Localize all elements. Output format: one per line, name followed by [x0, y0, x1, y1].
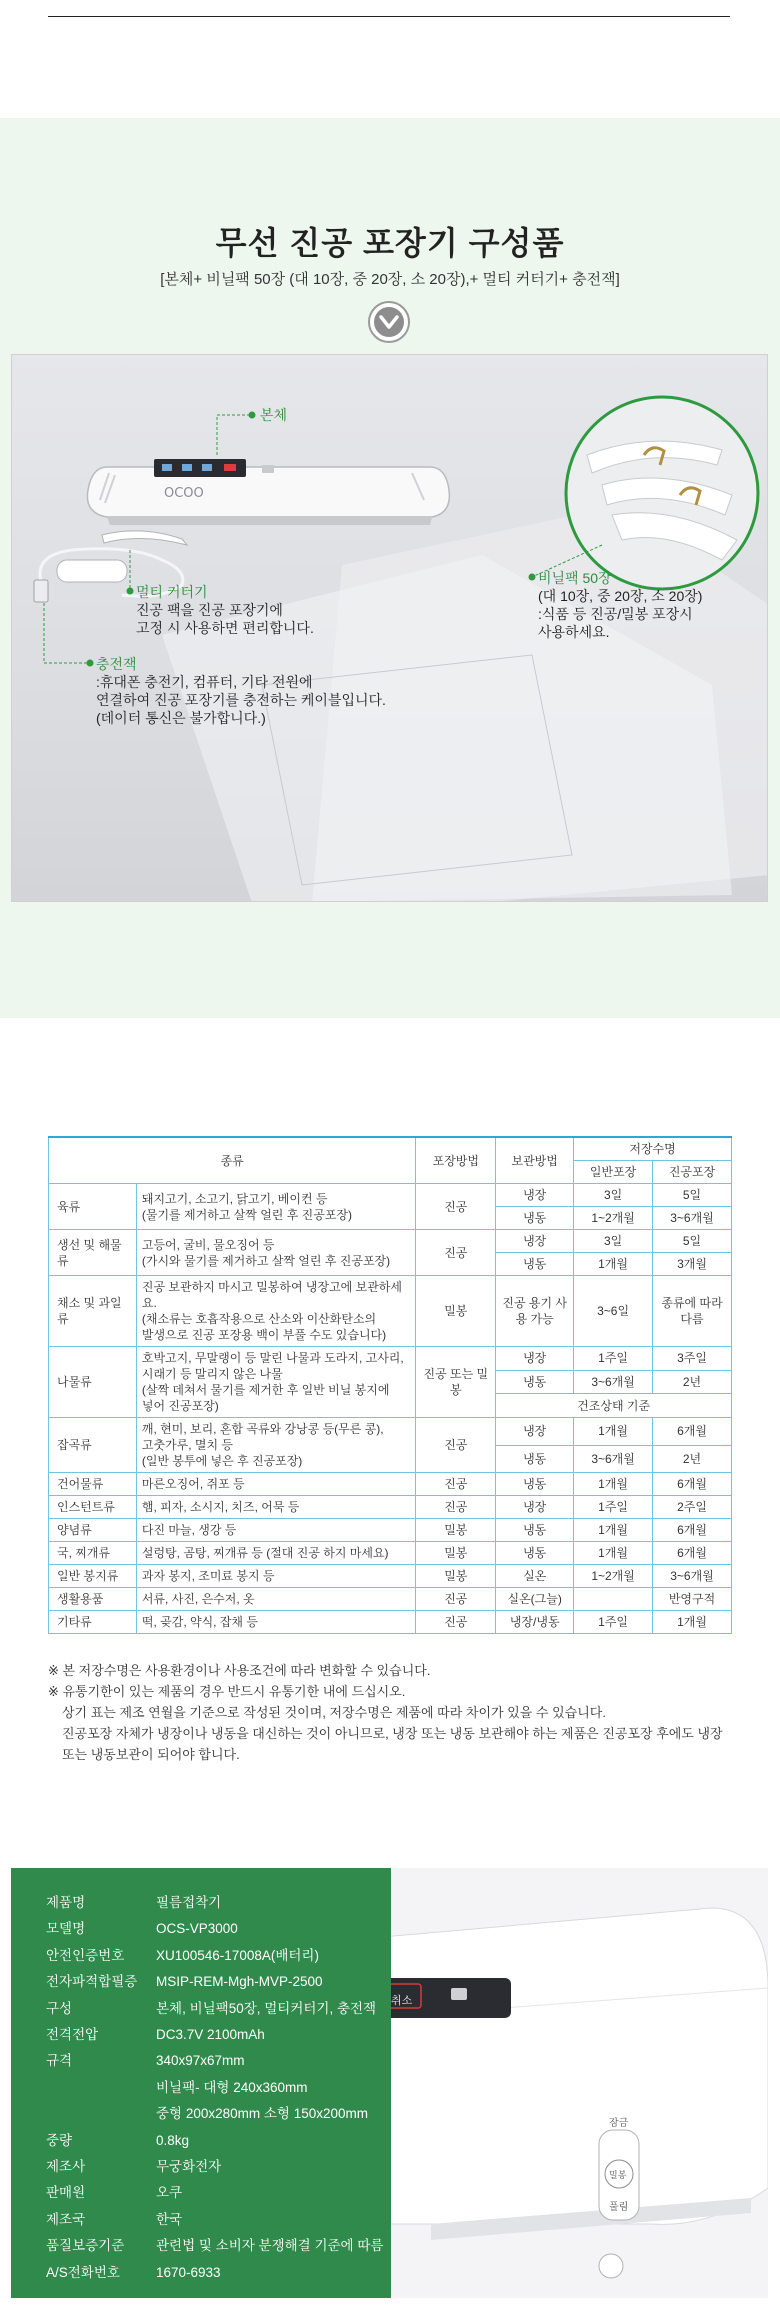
table-row: 육류 돼지고기, 소고기, 닭고기, 베이컨 등 (물기를 제거하고 살짝 얼린 후 진공포장) 진공 냉장 3일 5일: [49, 1184, 732, 1207]
dry-state-note: 건조상태 기준: [496, 1394, 732, 1418]
note-line: 또는 냉동보관이 되어야 합니다.: [62, 1747, 240, 1762]
lock-label: 잠금: [609, 2118, 629, 2129]
note-line: ※ 본 저장수명은 사용환경이나 사용조건에 따라 변화할 수 있습니다.: [48, 1663, 431, 1678]
spec-row: 제조사 무궁화전자: [46, 2159, 222, 2175]
table-row: 채소 및 과일류 진공 보관하지 마시고 밀봉하여 냉장고에 보관하세요. (채소류는 호흡작용으로 산소와 이산화탄소의 발생으로 진공 포장용 백이 부풀 수도 있습니다) 밀봉 진공 용기 사용 가능 3~6일 종류에 따라 다름: [49, 1276, 732, 1347]
table-row: 국, 찌개류 설렁탕, 곰탕, 찌개류 등 (절대 진공 하지 마세요) 밀봉 냉동 1개월 6개월: [49, 1542, 732, 1565]
table-row: 잡곡류 깨, 현미, 보리, 혼합 곡류와 강낭콩 등(무른 콩), 고춧가루, 멸치 등 (일반 봉투에 넣은 후 진공포장) 진공 냉장 1개월 6개월: [49, 1418, 732, 1446]
spec-row: 전격전압 DC3.7V 2100mAh: [46, 2027, 265, 2043]
components-section: [0, 118, 780, 1018]
note-line: ※ 유통기한이 있는 제품의 경우 반드시 유통기한 내에 드십시오.: [48, 1684, 406, 1699]
spec-row: 중형 200x280mm 소형 150x200mm: [156, 2106, 368, 2122]
components-title: 무선 진공 포장기 구성품: [215, 225, 565, 261]
table-row: 나물류 호박고지, 무말랭이 등 말린 나물과 도라지, 고사리, 시래기 등 말리지 않은 나물 (살짝 데쳐서 물기를 제거한 후 일반 비닐 봉지에 넣어 진공포장) 진공 또는 밀봉 냉장 1주일 3주일: [49, 1347, 732, 1371]
multi-cutter-name: 멀티 커터기: [136, 584, 208, 600]
charger-name: 충전잭: [96, 656, 137, 672]
table-row: 냉동 1~2개월 3~6개월: [49, 1207, 732, 1230]
table-row: 기타류 떡, 곶감, 약식, 잡채 등 진공 냉장/냉동 1주일 1개월: [49, 1611, 732, 1634]
spec-row: 모델명 OCS-VP3000: [46, 1921, 238, 1937]
table-row: 일반 봉지류 과자 봉지, 조미료 봉지 등 밀봉 실온 1~2개월 3~6개월: [49, 1565, 732, 1588]
spec-row: 품질보증기준 관련법 및 소비자 분쟁해결 기준에 따름: [46, 2238, 384, 2254]
label-vinyl: [538, 569, 702, 641]
storage-table-wrap: [48, 1136, 732, 1634]
label-charger: [96, 655, 386, 727]
note-line: 진공포장 자체가 냉장이나 냉동을 대신하는 것이 아니므로, 냉장 또는 냉동 보관해야 하는 제품은 진공포장 후에도 냉장: [62, 1726, 723, 1741]
spec-row: 중량 0.8kg: [46, 2132, 190, 2148]
device-logo: OCOO: [164, 486, 204, 501]
charger-desc-1: :휴대폰 충전기, 컴퓨터, 기타 전원에: [96, 674, 313, 690]
top-divider: [48, 16, 730, 17]
storage-notes: [48, 1660, 748, 1765]
storage-table: [48, 1136, 732, 1634]
spec-row: 제품명 필름접착기: [46, 1895, 222, 1910]
header-period: 저장수명: [574, 1137, 732, 1161]
spec-panel: [11, 1868, 391, 2298]
note-line: 상기 표는 제조 연월을 기준으로 작성된 것이며, 저장수명은 제품에 따라 차이가 있을 수 있습니다.: [62, 1705, 606, 1720]
table-row: 냉동 3~6개월 2년: [49, 1370, 732, 1394]
spec-row: 규격 340x97x67mm: [46, 2053, 245, 2069]
label-multi-cutter: [136, 583, 314, 637]
seal-label: 밀봉: [609, 2170, 627, 2180]
spec-row: 비닐팩- 대형 240x360mm: [156, 2079, 308, 2095]
spec-row: A/S전화번호 1670-6933: [46, 2264, 221, 2280]
label-body: 본체: [260, 407, 288, 423]
table-row: 건어물류 마른오징어, 쥐포 등 진공 냉동 1개월 6개월: [49, 1473, 732, 1496]
table-row: 인스턴트류 햄, 피자, 소시지, 치즈, 어묵 등 진공 냉장 1주일 2주일: [49, 1496, 732, 1519]
table-row: 양념류 다진 마늘, 생강 등 밀봉 냉동 1개월 6개월: [49, 1519, 732, 1542]
header-normal: 일반포장: [574, 1161, 653, 1184]
table-row: 생활용품 서류, 사진, 은수저, 옷 진공 실온(그늘) 반영구적: [49, 1588, 732, 1611]
spec-row: 구성 본체, 비닐팩50장, 멀티커터기, 충전잭: [46, 2000, 377, 2016]
multi-cutter-desc-2: 고정 시 사용하면 편리합니다.: [136, 620, 314, 636]
vinyl-desc-1: (대 10장, 중 20장, 소 20장): [538, 588, 703, 604]
components-photo: [11, 354, 768, 902]
vinyl-desc-3: 사용하세요.: [538, 624, 610, 640]
open-label: 풀림: [609, 2202, 629, 2213]
vinyl-desc-2: :식품 등 진공/밀봉 포장시: [538, 606, 693, 622]
multi-cutter-desc-1: 진공 팩을 진공 포장기에: [136, 602, 283, 618]
spec-row: 판매원 오쿠: [46, 2185, 183, 2201]
table-row: 생선 및 해물류 고등어, 굴비, 물오징어 등 (가시와 물기를 제거하고 살짝 얼린 후 진공포장) 진공 냉장 3일 5일: [49, 1230, 732, 1253]
components-subtitle: [본체+ 비닐팩 50장 (대 10장, 중 20장, 소 20장),+ 멀티 커터기+ 충전잭]: [160, 271, 620, 288]
charger-desc-2: 연결하여 진공 포장기를 충전하는 케이블입니다.: [96, 692, 386, 708]
header-keep: 보관방법: [496, 1137, 574, 1184]
table-row: 냉동 1개월 3개월: [49, 1253, 732, 1276]
cancel-button-label: 취소: [391, 1995, 413, 2007]
spec-row: 제조국 한국: [46, 2211, 183, 2227]
spec-row: 안전인증번호 XU100546-17008A(배터리): [46, 1947, 319, 1963]
vacuum-sealer-device: [87, 459, 449, 525]
header-vacuum: 진공포장: [653, 1161, 732, 1184]
spec-row: 전자파적합필증 MSIP-REM-Mgh-MVP-2500: [46, 1974, 323, 1990]
vinyl-name: 비닐팩 50장: [538, 570, 612, 586]
header-method: 포장방법: [416, 1137, 496, 1184]
chevron-down-icon: [367, 300, 411, 344]
charger-desc-3: (데이터 통신은 불가합니다.): [96, 710, 266, 726]
header-type: 종류: [49, 1137, 416, 1184]
vinyl-inset-circle: [566, 397, 758, 589]
table-row: 냉동 3~6개월 2년: [49, 1445, 732, 1473]
